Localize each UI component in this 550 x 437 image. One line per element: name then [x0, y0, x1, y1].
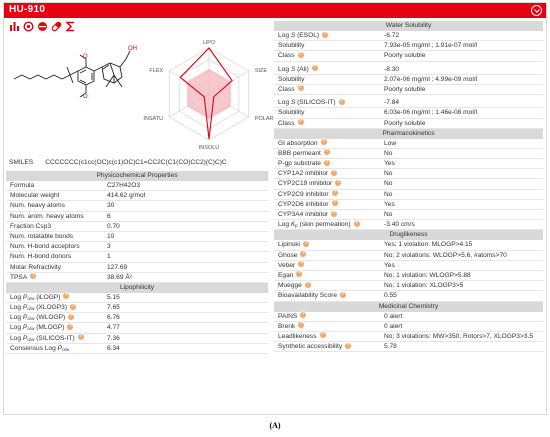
capsule-icon[interactable]: [51, 21, 62, 32]
druglikeness-row: [274, 291, 543, 301]
solubility-class-value: Poorly soluble: [384, 119, 426, 127]
logp-label: Log $P_{o/w}$ (iLOGP)?: [6, 293, 107, 302]
help-icon[interactable]: [298, 85, 304, 91]
pharmacokinetics-row-label: CYP3A4 inhibitor?: [274, 210, 384, 219]
pharmacokinetics-row-label: CYP1A2 inhibitor?: [274, 169, 384, 178]
medchem-row: [274, 322, 543, 332]
logp-value: 4.77: [107, 324, 120, 332]
solubility-class-row: [274, 119, 543, 129]
physchem-row-value: 0.70: [107, 222, 120, 230]
logp-row: [6, 313, 268, 323]
pharmacokinetics-row: [274, 200, 543, 210]
pharmacokinetics-row: [274, 139, 543, 149]
physchem-row: [6, 191, 268, 201]
log-s-label: Log S (Ali)?: [274, 65, 384, 74]
medchem-row-label: PAINS?: [274, 312, 384, 321]
log-s-value: -8.30: [384, 65, 400, 73]
pharmacokinetics-row-label: BBB permeant?: [274, 149, 384, 158]
help-icon[interactable]: [67, 324, 73, 330]
logp-row: [6, 293, 268, 303]
log-s-value: -7.84: [384, 99, 400, 107]
physchem-row-label: Num. arom. heavy atoms: [10, 212, 84, 220]
physchem-row: [6, 273, 268, 283]
pharmacokinetics-row-value: No: [384, 211, 393, 218]
logp-label: Log $P_{o/w}$ (MLOGP)?: [6, 323, 107, 332]
help-icon[interactable]: [298, 322, 304, 328]
molecule-structure-image: [10, 35, 144, 135]
physchem-row-value: 30: [107, 202, 115, 210]
solubility-value: 6.03e-06 mg/ml ; 1.46e-08 mol/l: [384, 109, 478, 117]
medchem-row-value: No; 3 violations: MW>350, Rotors>7, XLOGP3>3.5: [384, 332, 533, 340]
compound-title-bar: [4, 3, 546, 18]
physchem-row: [6, 212, 268, 222]
physchem-row-label: Num. heavy atoms: [10, 202, 65, 210]
pharmacokinetics-row: [274, 190, 543, 200]
physchem-row: [6, 222, 268, 232]
medchem-row: [274, 332, 543, 342]
help-icon[interactable]: [332, 190, 338, 196]
water-solubility-section-header: Water Solubility: [274, 21, 543, 31]
radar-axis-label: INSATU: [143, 116, 164, 122]
pharmacokinetics-row: [274, 179, 543, 189]
pharmacokinetics-row-value: Low: [384, 139, 397, 147]
consensus-logp-value: 6.34: [107, 344, 120, 352]
solubility-label: Solubility: [278, 42, 305, 50]
figure-caption: (A): [269, 421, 281, 430]
druglikeness-row-value: 0.55: [384, 292, 397, 300]
logp-row: [6, 323, 268, 333]
druglikeness-row-value: No; 1 violation: XLOGP3>5: [384, 282, 464, 290]
right-properties-table: [274, 21, 543, 352]
help-icon[interactable]: [298, 119, 304, 125]
druglikeness-row-label: Veber?: [274, 261, 384, 270]
radar-optimal-range-area: [187, 69, 231, 120]
physchem-row: [6, 232, 268, 242]
physchem-row-value: 127.69: [107, 263, 128, 271]
physchem-row: [6, 263, 268, 273]
solubility-class-label: Class?: [274, 119, 384, 128]
druglikeness-row-label: Ghose?: [274, 251, 384, 260]
help-icon[interactable]: [340, 292, 346, 298]
compound-name: HU-910: [9, 4, 46, 15]
help-icon[interactable]: [339, 99, 345, 105]
medchem-row-label: Synthetic accessibility?: [274, 342, 384, 351]
logp-row: [6, 303, 268, 313]
help-icon[interactable]: [298, 261, 304, 267]
logp-value: 5.15: [107, 293, 120, 301]
medchem-row-label: Brenk?: [274, 322, 384, 331]
physchem-row-label: Molar Refractivity: [10, 263, 61, 271]
dashboard-icon[interactable]: [9, 21, 20, 32]
pharmacokinetics-section-header: Pharmacokinetics: [274, 129, 543, 139]
compound-panel: [3, 2, 547, 415]
help-icon[interactable]: [296, 271, 302, 277]
help-icon[interactable]: [321, 139, 327, 145]
help-icon[interactable]: [30, 273, 36, 279]
pharmacokinetics-row-value: No: [384, 170, 393, 178]
physchem-row-label: Molecular weight: [10, 192, 60, 200]
svg-text:OH: OH: [128, 46, 137, 52]
consensus-logp-row: [6, 344, 268, 354]
pharmacokinetics-row-label: CYP2C19 inhibitor?: [274, 179, 384, 188]
help-icon[interactable]: [303, 241, 309, 247]
logp-label: Log $P_{o/w}$ (SILICOS-IT)?: [6, 334, 107, 343]
druglikeness-row-value: No; 2 violations: WLOGP>5.6, #atoms>70: [384, 251, 507, 259]
druglikeness-row: [274, 261, 543, 271]
log-s-value: -6.72: [384, 32, 400, 39]
physchem-row-label: Num. H-bond acceptors: [10, 243, 80, 251]
help-icon[interactable]: [331, 170, 337, 176]
physchem-row-value: 1: [107, 253, 111, 261]
solubility-row: [274, 75, 543, 85]
solubility-value: 2.07e-06 mg/ml ; 4.99e-09 mol/l: [384, 75, 478, 83]
help-icon[interactable]: [322, 32, 328, 38]
sigma-icon[interactable]: [65, 21, 76, 32]
physchem-row: [6, 201, 268, 211]
pharmacokinetics-row-label: CYP2C9 inhibitor?: [274, 190, 384, 199]
solubility-class-value: Poorly soluble: [384, 85, 426, 93]
solubility-class-row: [274, 85, 543, 95]
help-icon[interactable]: [300, 251, 306, 257]
svg-text:O: O: [83, 94, 88, 100]
log-s-label: Log S (SILICOS-IT)?: [274, 98, 384, 107]
physchem-row: [6, 181, 268, 191]
lipophilicity-section-header: Lipophilicity: [6, 283, 268, 293]
solubility-class-label: Class?: [274, 51, 384, 60]
medchem-row-value: 5.78: [384, 343, 397, 351]
pharmacokinetics-row-label: CYP2D6 inhibitor?: [274, 200, 384, 209]
solubility-class-row: [274, 51, 543, 61]
target-icon[interactable]: [23, 21, 34, 32]
help-icon[interactable]: [68, 314, 74, 320]
physchem-row-label: Num. H-bond donors: [10, 253, 72, 261]
druglikeness-row: [274, 240, 543, 250]
panel-toolbar: [9, 21, 76, 33]
medchem-row: [274, 312, 543, 322]
druglikeness-row: [274, 251, 543, 261]
log-s-row: [274, 65, 543, 75]
radar-axis-label: SIZE: [254, 68, 268, 74]
log-s-row: [274, 98, 543, 108]
bioavailability-radar: [139, 31, 279, 153]
logp-value: 7.65: [107, 304, 120, 312]
pharmacokinetics-row: [274, 159, 543, 169]
help-icon[interactable]: [312, 65, 318, 71]
druglikeness-row-label: Muegge?: [274, 281, 384, 290]
consensus-logp-label: Consensus Log $P_{o/w}$: [10, 344, 70, 352]
physchem-row: [6, 252, 268, 262]
skin-permeation-row: Log $K_p$ (skin permeation)? -3.40 cm/s: [274, 220, 543, 230]
help-icon[interactable]: [298, 52, 304, 58]
logp-row: [6, 334, 268, 344]
pharmacokinetics-row-label: GI absorption?: [274, 139, 384, 148]
logp-value: 7.36: [107, 334, 120, 342]
pharmacokinetics-row-label: P-gp substrate?: [274, 159, 384, 168]
physchem-row-label: Num. rotatable bonds: [10, 232, 74, 240]
radar-axis-label: LIPO: [202, 40, 216, 46]
help-icon[interactable]: [300, 312, 306, 318]
solubility-value: 7.93e-05 mg/ml ; 1.91e-07 mol/l: [384, 42, 478, 50]
smiles-row: [9, 159, 271, 169]
help-icon[interactable]: [332, 200, 338, 206]
medchem-row-value: 0 alert: [384, 312, 403, 320]
solubility-class-value: Poorly soluble: [384, 52, 426, 60]
solubility-label: Solubility: [278, 109, 305, 117]
pharmacokinetics-row-value: Yes: [384, 160, 395, 168]
help-icon[interactable]: [345, 343, 351, 349]
help-icon[interactable]: [305, 282, 311, 288]
radar-axis-label: POLAR: [254, 116, 274, 122]
radar-axis-label: FLEX: [149, 68, 164, 74]
druglikeness-row-label: Bioavailability Score?: [274, 291, 384, 300]
skin-permeation-value: -3.40 cm/s: [384, 221, 415, 229]
medchem-row-label: Leadlikeness?: [274, 332, 384, 341]
help-icon[interactable]: [335, 180, 341, 186]
radar-axis-label: INSOLU: [198, 145, 220, 151]
solubility-class-label: Class?: [274, 85, 384, 94]
physchem-row-value: 3: [107, 243, 111, 251]
pharmacokinetics-row-value: No: [384, 190, 393, 198]
pharmacokinetics-row: [274, 210, 543, 220]
medchem-row: [274, 342, 543, 352]
help-icon[interactable]: [331, 211, 337, 217]
druglikeness-section-header: Druglikeness: [274, 230, 543, 240]
collapse-panel-button[interactable]: [531, 5, 542, 16]
medchem-row-value: 0 alert: [384, 322, 403, 330]
physchem-row-label: TPSA?: [6, 273, 107, 282]
log-s-row: [274, 31, 543, 41]
left-properties-table: [6, 171, 268, 354]
druglikeness-row-value: Yes; 1 violation: MLOGP>4.15: [384, 241, 473, 249]
solubility-label: Solubility: [278, 75, 305, 83]
help-icon[interactable]: [324, 149, 330, 155]
help-icon[interactable]: [354, 221, 360, 227]
smiles-label: SMILES: [9, 159, 34, 166]
log-s-label: Log S (ESOL)?: [274, 31, 384, 40]
pill-icon[interactable]: [37, 21, 48, 32]
help-icon[interactable]: [63, 293, 69, 299]
help-icon[interactable]: [324, 160, 330, 166]
physchem-row-value: 10: [107, 232, 115, 240]
physchem-row-value: 38.69 Å²: [107, 273, 132, 281]
druglikeness-row-value: No; 1 violation: WLOGP>5.88: [384, 271, 471, 279]
solubility-row: [274, 41, 543, 51]
help-icon[interactable]: [70, 304, 76, 310]
druglikeness-row-label: Egan?: [274, 271, 384, 280]
physchem-row-label: Formula: [10, 182, 35, 189]
physchem-row: [6, 242, 268, 252]
pharmacokinetics-row: [274, 169, 543, 179]
physchem-row-label: Fraction Csp3: [10, 222, 52, 230]
druglikeness-row: [274, 271, 543, 281]
help-icon[interactable]: [78, 334, 84, 340]
physchem-row-value: 414.62 g/mol: [107, 192, 146, 200]
help-icon[interactable]: [320, 332, 326, 338]
pharmacokinetics-row-value: No: [384, 149, 393, 157]
pharmacokinetics-row-value: Yes: [384, 200, 395, 208]
physchem-row-value: C27H42O3: [107, 182, 140, 189]
druglikeness-row: [274, 281, 543, 291]
logp-value: 6.76: [107, 314, 120, 322]
druglikeness-row-value: Yes: [384, 261, 395, 269]
physchem-row-value: 6: [107, 212, 111, 220]
smiles-value: CCCCCCC(c1cc(OC)c(c1)OC)C1=CC2C(C1(CO)CC2)(C)C)C: [45, 159, 227, 166]
pharmacokinetics-row: [274, 149, 543, 159]
druglikeness-row-label: Lipinski?: [274, 240, 384, 249]
physchem-section-header: Physicochemical Properties: [6, 171, 268, 181]
solubility-row: [274, 108, 543, 118]
medicinal-chemistry-section-header: Medicinal Chemistry: [274, 302, 543, 312]
pharmacokinetics-row-value: No: [384, 180, 393, 188]
logp-label: Log $P_{o/w}$ (XLOGP3)?: [6, 303, 107, 312]
svg-text:O: O: [83, 54, 88, 60]
logp-label: Log $P_{o/w}$ (WLOGP)?: [6, 313, 107, 322]
